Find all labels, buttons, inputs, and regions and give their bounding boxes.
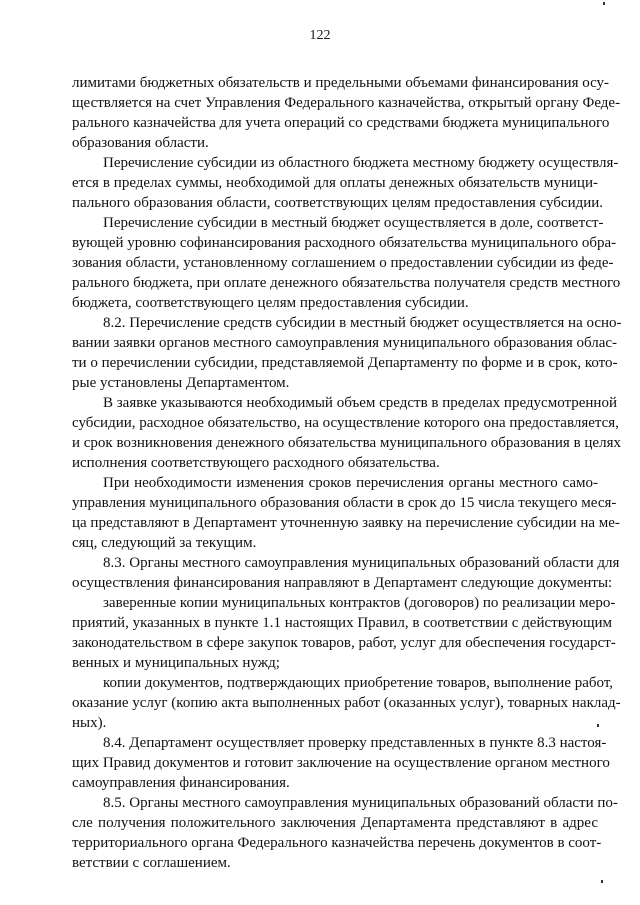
text-line: и срок возникновения денежного обязательства муниципального образования в целях [72,435,621,451]
text-line: ца представляют в Департамент уточненную заявку на перечисление субсидии на ме- [72,515,620,531]
text-line: вующей уровню софинансирования расходного обязательства муниципального обра- [72,235,617,251]
text-line: ветствии с соглашением. [72,855,231,871]
text-line: щих Правид документов и готовит заключение на осуществление органом местного [72,755,610,771]
text-line: копии документов, подтверждающих приобретение товаров, выполнение работ, [103,675,613,691]
text-line: Перечисление субсидии в местный бюджет осуществляется в доле, соответст- [103,215,604,231]
text-line: лимитами бюджетных обязательств и предельными объемами финансирования осу- [72,75,610,91]
text-line: осуществления финансирования направляют в Департамент следующие документы: [72,575,613,591]
text-line: сле получения положительного заключения Департамента представляют в адрес [72,815,598,831]
text-line: заверенные копии муниципальных контрактов (договоров) по реализации меро- [103,595,616,611]
text-line: приятий, указанных в пункте 1.1 настоящих Правил, в соответствии с действующим [72,615,613,631]
text-line: исполнения соответствующего расходного обязательства. [72,455,440,471]
text-line: образования области. [72,135,209,151]
text-line: самоуправления финансирования. [72,775,290,791]
text-line: субсидии, расходное обязательство, на осуществление которого она предоставляется, [72,415,619,431]
text-line: При необходимости изменения сроков перечисления органы местного само- [103,475,598,491]
text-line: рые установлены Департаментом. [72,375,290,391]
text-line: территориального органа Федерального казначейства перечень документов в соот- [72,835,602,851]
text-line: оказание услуг (копию акта выполненных работ (оказанных услуг), товарных наклад- [72,695,621,711]
text-line: пального образования области, соответствующих целям предоставления субсидии. [72,195,604,211]
text-line: управления муниципального образования области в срок до 15 числа текущего меся- [72,495,617,511]
text-line: рального казначейства для учета операций со средствами бюджета муниципального [72,115,610,131]
text-line: ти о перечислении субсидии, представляемой Департаменту по форме и в срок, кото- [72,355,618,371]
text-line: сяц, следующий за текущим. [72,535,257,551]
text-line: бюджета, соответствующего целям предоставления субсидии. [72,295,469,311]
text-line: Перечисление субсидии из областного бюджета местному бюджету осуществля- [103,155,619,171]
page-number: 122 [309,28,331,43]
scan-speck [603,2,605,5]
text-line: венных и муниципальных нужд; [72,655,280,671]
text-line: ных). [72,715,107,731]
text-line: зования области, установленному соглашением о предоставлении субсидии из феде- [72,255,614,271]
text-line: 8.3. Органы местного самоуправления муниципальных образований области для [103,555,620,571]
text-line: 8.2. Перечисление средств субсидии в местный бюджет осуществляется на осно- [103,315,622,331]
text-line: рального бюджета, при оплате денежного обязательства получателя средств местного [72,275,621,291]
text-line: ществляется на счет Управления Федерального казначейства, открытый органу Феде- [72,95,621,111]
text-line: ется в пределах суммы, необходимой для оплаты денежных обязательств муници- [72,175,598,191]
text-line: законодательством в сфере закупок товаров, работ, услуг для обеспечения государст- [72,635,616,651]
text-line: 8.5. Органы местного самоуправления муниципальных образований области по- [103,795,618,811]
text-line: В заявке указываются необходимый объем средств в пределах предусмотренной [103,395,617,411]
text-line: вании заявки органов местного самоуправления муниципального образования облас- [72,335,618,351]
scan-speck [601,880,603,883]
text-line: 8.4. Департамент осуществляет проверку представленных в пункте 8.3 настоя- [103,735,607,751]
